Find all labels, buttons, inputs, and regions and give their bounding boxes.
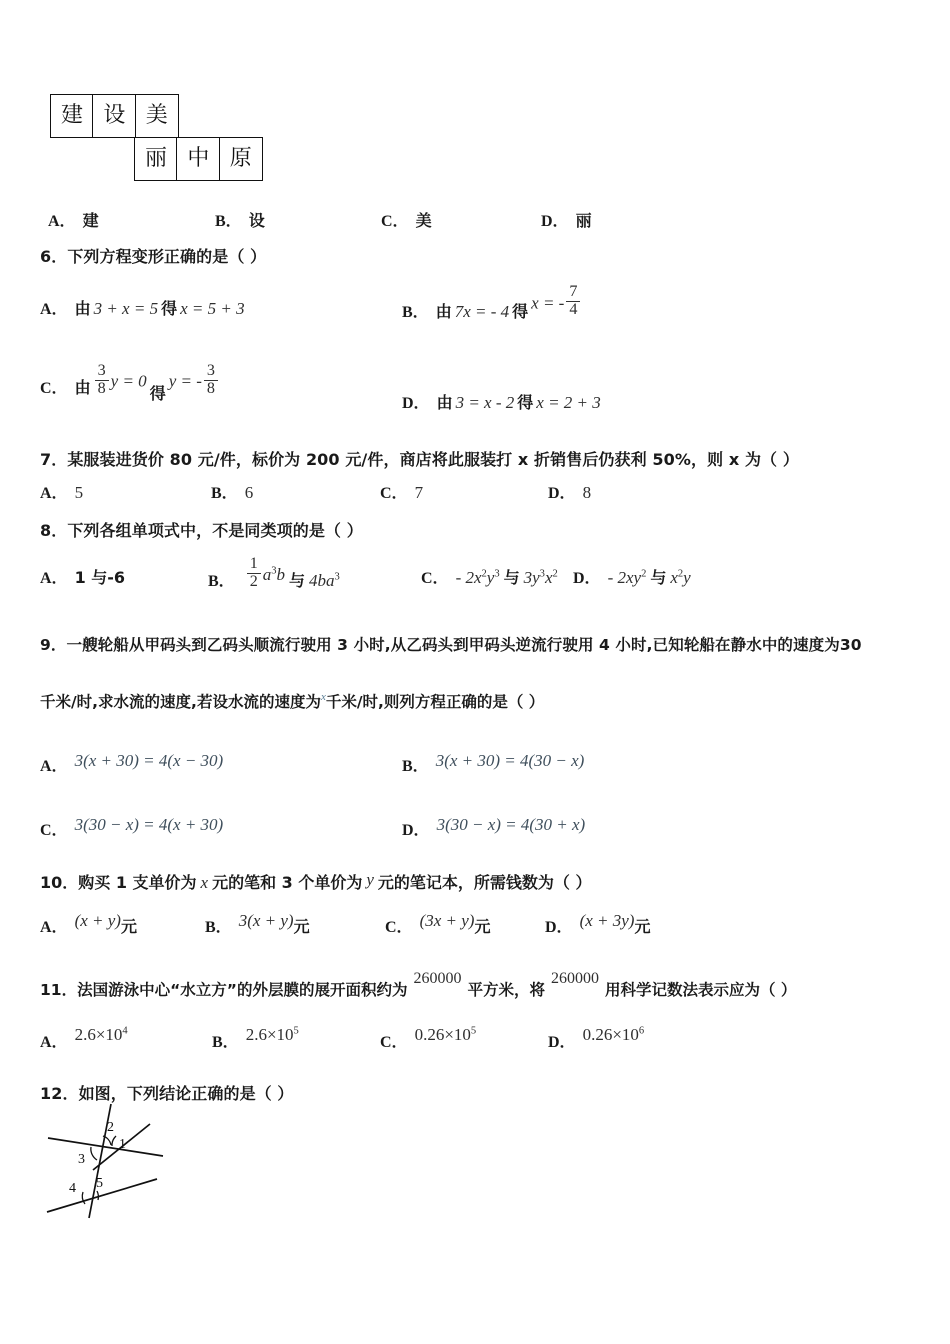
grid-cell: 原 (219, 137, 263, 181)
q7-option-a (40, 480, 83, 503)
option-equation: 3(30 − x) = 4(30 + x) (436, 815, 586, 834)
mantissa: 0.26 (582, 1025, 613, 1044)
q7-stem: 7．某服装进货价 80 元/件，标价为 200 元/件，商店将此服装打 x 折销售后仍获利 50%，则 x 为（ ） (40, 450, 799, 469)
q9-stem-part-a: 千米/时,求水流的速度,若设水流的速度为 (40, 693, 321, 711)
q10-option-b (205, 908, 310, 936)
fraction (95, 363, 109, 398)
option-text: 5 (74, 483, 84, 502)
q8-options-row (40, 554, 920, 609)
option-mid: 得 (517, 393, 534, 412)
option-label: C． (385, 919, 413, 936)
q11-stem-part-c: 用科学记数法表示应为（ ） (604, 981, 797, 999)
fraction-denominator: 8 (95, 380, 109, 398)
fraction-numerator: 7 (569, 283, 578, 301)
q6-stem: 6．下列方程变形正确的是（ ） (40, 247, 267, 266)
fraction-denominator: 4 (566, 301, 580, 319)
times-ten: ×10 (95, 1025, 123, 1044)
monomial-1: - $2x^2y^3$ (455, 568, 500, 587)
option-equation-1: 3 + x = 5 (93, 299, 159, 318)
option-expression: 3(x + y) (238, 911, 294, 930)
q10-option-d (545, 908, 651, 936)
option-text: 丽 (575, 211, 592, 230)
option-prefix: 由 (74, 378, 91, 398)
q5-option-c (381, 208, 432, 231)
option-label: B． (402, 758, 429, 775)
fraction-numerator: 3 (97, 361, 106, 379)
q11-stem-part-b: 平方米，将 (467, 981, 545, 999)
q9-stem-line-1: 9．一艘轮船从甲码头到乙码头顺流行驶用 3 小时,从乙码头到甲码头逆流行驶用 4 小时,已知轮船在静水中的速度为30 (40, 636, 862, 654)
angle-arc-5 (97, 1191, 98, 1200)
option-scientific-notation (415, 1025, 477, 1045)
q5-option-a (48, 208, 99, 231)
q7-options-row (40, 480, 920, 510)
option-equation: 3(30 − x) = 4(x + 30) (74, 815, 224, 834)
q12-stem: 12．如图，下列结论正确的是（ ） (40, 1084, 294, 1103)
option-text: 7 (414, 483, 424, 502)
q10-stem-part-c: 元的笔记本，所需钱数为（ ） (377, 873, 592, 892)
q10-option-a (40, 908, 137, 936)
q10-stem-part-b: 元的笔和 3 个单价为 (212, 873, 363, 892)
option-conjunction: 与 (503, 568, 520, 587)
option-conjunction: 与 (650, 568, 667, 587)
fraction (566, 284, 580, 319)
option-expression: (x + y) (74, 911, 121, 930)
q6-option-c (40, 361, 220, 407)
option-equation-2 (531, 283, 582, 322)
option-label: B． (205, 919, 232, 936)
q6-options-row-2 (40, 361, 920, 422)
q10-stem-part-a: 10．购买 1 支单价为 (40, 873, 197, 892)
q6-option-b (402, 283, 582, 331)
option-label: C． (381, 213, 409, 230)
angle-arc-4 (82, 1192, 85, 1204)
option-equation: 3(x + 30) = 4(x − 30) (74, 751, 224, 770)
option-mid: 得 (161, 299, 178, 318)
q9-options-row-1 (40, 748, 920, 778)
fraction-denominator: 2 (247, 573, 261, 591)
angle-label-3: 3 (78, 1152, 85, 1167)
option-label: D． (573, 570, 601, 587)
option-unit: 元 (634, 917, 651, 936)
option-label: A． (40, 919, 68, 936)
option-label: A． (40, 758, 68, 775)
option-label: C． (380, 485, 408, 502)
option-fraction-2 (168, 361, 220, 400)
q6-option-d (402, 390, 601, 413)
q5-option-d (541, 208, 592, 231)
times-ten: ×10 (444, 1025, 471, 1044)
option-term-1 (245, 554, 286, 593)
q10-variable-1: x (200, 873, 209, 892)
option-label: C． (40, 380, 68, 398)
angle-label-5: 5 (96, 1176, 103, 1191)
q9-option-b (402, 748, 585, 775)
fraction (247, 556, 261, 591)
exponent: 6 (638, 1025, 645, 1037)
q9-option-c (40, 812, 224, 839)
q7-option-c (380, 480, 423, 503)
fraction-numerator: 3 (206, 361, 215, 379)
angle-arc-1 (112, 1136, 116, 1146)
q9-variable: x (320, 691, 326, 703)
q9-option-d (402, 812, 586, 839)
q6-options-row-1 (40, 283, 920, 346)
option-label: D． (402, 395, 430, 412)
q11-number-1: 260000 (413, 970, 462, 987)
angles-diagram-svg (45, 1100, 235, 1225)
option-prefix: 由 (436, 393, 453, 412)
character-grid-figure (50, 94, 261, 181)
equation-lhs: x = - (531, 293, 565, 313)
option-label: B． (211, 485, 238, 502)
grid-cell: 建 (50, 94, 94, 138)
q10-variable-2: y (366, 870, 374, 889)
exponent: 4 (122, 1025, 128, 1037)
option-prefix: 由 (435, 302, 452, 322)
q11-option-a (40, 1022, 128, 1051)
mantissa: 2.6 (74, 1025, 96, 1044)
monomial-2: $3y^3x^2$ (523, 568, 558, 587)
option-label: D． (548, 485, 576, 502)
times-ten: ×10 (612, 1025, 639, 1044)
option-prefix: 由 (74, 299, 91, 318)
angle-arc-3 (91, 1147, 97, 1160)
times-ten: ×10 (266, 1025, 294, 1044)
angle-label-4: 4 (69, 1181, 76, 1196)
option-label: B． (212, 1034, 239, 1051)
option-text: 1 与-6 (74, 568, 126, 587)
q12-angles-figure (45, 1100, 235, 1230)
monomial-1: $a^3b$ (262, 564, 286, 584)
option-label: B． (215, 213, 242, 230)
option-label: D． (548, 1034, 576, 1051)
monomial-2: $4ba^3$ (309, 571, 340, 591)
fraction-numerator: 1 (249, 554, 258, 572)
option-scientific-notation (246, 1025, 299, 1045)
fraction (204, 363, 218, 398)
option-mid: 得 (512, 302, 529, 322)
mantissa: 0.26 (414, 1025, 445, 1044)
grid-row-bottom (134, 137, 261, 181)
option-scientific-notation (583, 1025, 645, 1045)
option-text: 8 (582, 483, 592, 502)
option-mid: 得 (149, 383, 166, 403)
option-equation-2: x = 5 + 3 (180, 299, 245, 318)
q8-option-c (421, 565, 558, 588)
q8-stem: 8．下列各组单项式中，不是同类项的是（ ） (40, 521, 363, 540)
angle-label-1: 1 (119, 1137, 126, 1152)
option-equation-1: 7x = - 4 (454, 302, 510, 322)
option-label: A． (40, 485, 68, 502)
option-unit: 元 (474, 917, 491, 936)
option-label: C． (421, 570, 449, 587)
monomial-1: - $2xy^2$ (607, 568, 647, 587)
option-label: D． (541, 213, 569, 230)
grid-cell: 丽 (134, 137, 178, 181)
angle-label-2: 2 (107, 1120, 114, 1135)
option-label: B． (208, 573, 235, 591)
q11-stem-part-a: 11．法国游泳中心“水立方”的外层膜的展开面积约为 (40, 981, 408, 999)
option-label: D． (402, 822, 430, 839)
q6-option-a (40, 296, 245, 319)
grid-row-top (50, 94, 261, 138)
q11-number-2: 260000 (550, 970, 599, 987)
q11-options-row (40, 1022, 920, 1062)
q9-stem-part-b: 千米/时,则列方程正确的是（ ） (325, 693, 545, 711)
grid-cell: 美 (135, 94, 179, 138)
option-label: C． (40, 822, 68, 839)
q8-option-d (573, 565, 691, 588)
equation-rhs: y = - (168, 371, 202, 391)
fraction-denominator: 8 (204, 380, 218, 398)
option-label: A． (40, 1034, 68, 1051)
option-text: 6 (244, 483, 254, 502)
option-label: C． (380, 1034, 408, 1051)
q10-stem (40, 870, 592, 893)
q9-option-a (40, 748, 224, 775)
q11-option-b (212, 1022, 299, 1051)
q11-option-d (548, 1022, 645, 1051)
option-conjunction: 与 (289, 571, 306, 591)
option-text: 美 (415, 211, 432, 230)
exponent: 5 (293, 1025, 299, 1037)
option-text: 建 (82, 211, 99, 230)
option-unit: 元 (120, 917, 137, 936)
option-equation-2: x = 2 + 3 (536, 393, 601, 412)
q9-stem-line-2 (40, 690, 544, 712)
q5-option-b (215, 208, 265, 231)
q7-option-b (211, 480, 253, 503)
q7-option-d (548, 480, 591, 503)
q9-options-row-2 (40, 812, 920, 842)
grid-cell: 中 (176, 137, 220, 181)
grid-cell: 设 (92, 94, 136, 138)
q11-stem (40, 970, 797, 1000)
q5-options-row (48, 208, 928, 238)
q11-option-c (380, 1022, 477, 1051)
q10-option-c (385, 908, 491, 936)
option-text: 设 (248, 211, 265, 230)
mantissa: 2.6 (245, 1025, 267, 1044)
option-label: A． (48, 213, 76, 230)
equation-lhs: y = 0 (110, 371, 147, 391)
option-label: A． (40, 570, 68, 587)
exponent: 5 (470, 1025, 477, 1037)
option-expression: (3x + y) (419, 911, 475, 930)
option-scientific-notation (75, 1025, 128, 1045)
option-equation: 3(x + 30) = 4(30 − x) (435, 751, 585, 770)
option-label: A． (40, 301, 68, 318)
option-label: D． (545, 919, 573, 936)
option-equation-1: 3 = x - 2 (455, 393, 515, 412)
q10-options-row (40, 908, 920, 948)
q8-option-b (208, 554, 340, 600)
monomial-2: $x^2y$ (670, 568, 691, 587)
option-fraction-1 (93, 361, 147, 400)
option-expression: (x + 3y) (579, 911, 635, 930)
q8-option-a (40, 565, 125, 588)
option-unit: 元 (293, 917, 310, 936)
option-label: B． (402, 304, 429, 322)
upper-horizontal-line (48, 1138, 163, 1156)
